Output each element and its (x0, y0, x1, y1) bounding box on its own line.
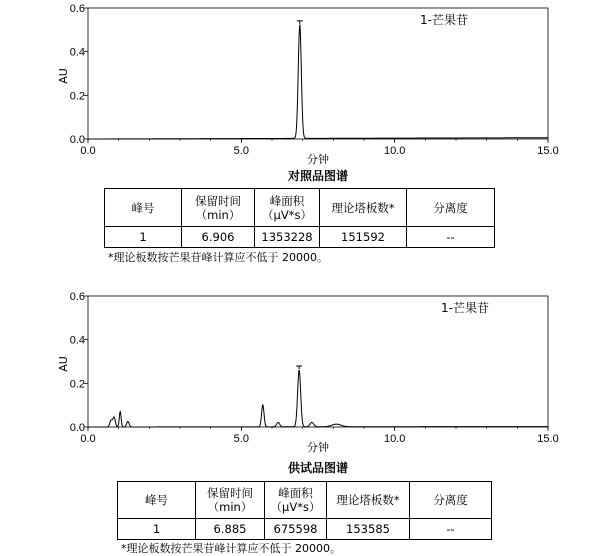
cell-plate-count: 151592 (320, 227, 407, 248)
header-resolution: 分离度 (407, 189, 495, 227)
cell-resolution: -- (407, 227, 495, 248)
x-tick-label: 0.0 (80, 433, 96, 445)
x-tick-label: 15.0 (537, 145, 559, 157)
cell-resolution: -- (410, 519, 492, 540)
table-header-row (118, 482, 492, 519)
legend-label: 1-芒果苷 (441, 301, 489, 315)
plot-frame (88, 296, 548, 427)
y-tick-label: 0.6 (69, 291, 85, 303)
legend-label: 1-芒果苷 (420, 13, 468, 27)
plot-frame (88, 8, 548, 139)
x-tick-label: 0.0 (80, 145, 96, 157)
y-tick-label: 0.2 (69, 378, 85, 391)
x-tick-label: 10.0 (383, 145, 406, 157)
x-tick-label: 5.0 (233, 145, 249, 157)
result-table-reference (104, 188, 495, 248)
header-peak-no: 峰号 (105, 189, 182, 227)
cell-peak-area: 675598 (265, 519, 327, 540)
cell-peak-area: 1353228 (255, 227, 320, 248)
header-peak-area: 峰面积 （μV*s） (255, 189, 320, 227)
y-axis-label: AU (57, 356, 70, 372)
y-tick-label: 0.0 (69, 422, 85, 434)
table-header-row (105, 189, 495, 227)
cell-retention-time: 6.885 (196, 519, 265, 540)
y-axis-label: AU (57, 68, 70, 84)
x-axis-label: 分钟 (307, 441, 329, 454)
result-table-sample (117, 481, 492, 540)
chart-title: 供试品图谱 (287, 461, 348, 475)
table-row (118, 519, 492, 540)
y-tick-label: 0.6 (69, 3, 85, 15)
footnote: *理论板数按芒果苷峰计算应不低于 20000。 (121, 542, 341, 555)
table-row (105, 227, 495, 248)
header-peak-no: 峰号 (118, 482, 196, 519)
header-resolution: 分离度 (410, 482, 492, 519)
chromatogram-trace (88, 25, 548, 139)
header-retention-time: 保留时间 （min） (196, 482, 265, 519)
x-tick-label: 5.0 (233, 433, 249, 445)
cell-peak-no: 1 (105, 227, 182, 248)
cell-peak-no: 1 (118, 519, 196, 540)
header-plate-count: 理论塔板数* (320, 189, 407, 227)
header-retention-time: 保留时间 （min） (182, 189, 255, 227)
cell-retention-time: 6.906 (182, 227, 255, 248)
y-tick-label: 0.4 (69, 46, 85, 59)
sample-chromatogram (0, 288, 610, 456)
reference-chromatogram (0, 0, 610, 168)
y-tick-label: 0.2 (69, 90, 85, 103)
y-tick-label: 0.0 (69, 134, 85, 146)
footnote: *理论板数按芒果苷峰计算应不低于 20000。 (108, 251, 328, 264)
cell-plate-count: 153585 (327, 519, 410, 540)
x-axis-label: 分钟 (307, 153, 329, 166)
chromatogram-trace (88, 370, 548, 427)
header-peak-area: 峰面积 （μV*s） (265, 482, 327, 519)
x-tick-label: 15.0 (537, 433, 559, 445)
x-tick-label: 10.0 (383, 433, 406, 445)
chart-title: 对照品图谱 (287, 169, 348, 183)
header-plate-count: 理论塔板数* (327, 482, 410, 519)
y-tick-label: 0.4 (69, 334, 85, 347)
